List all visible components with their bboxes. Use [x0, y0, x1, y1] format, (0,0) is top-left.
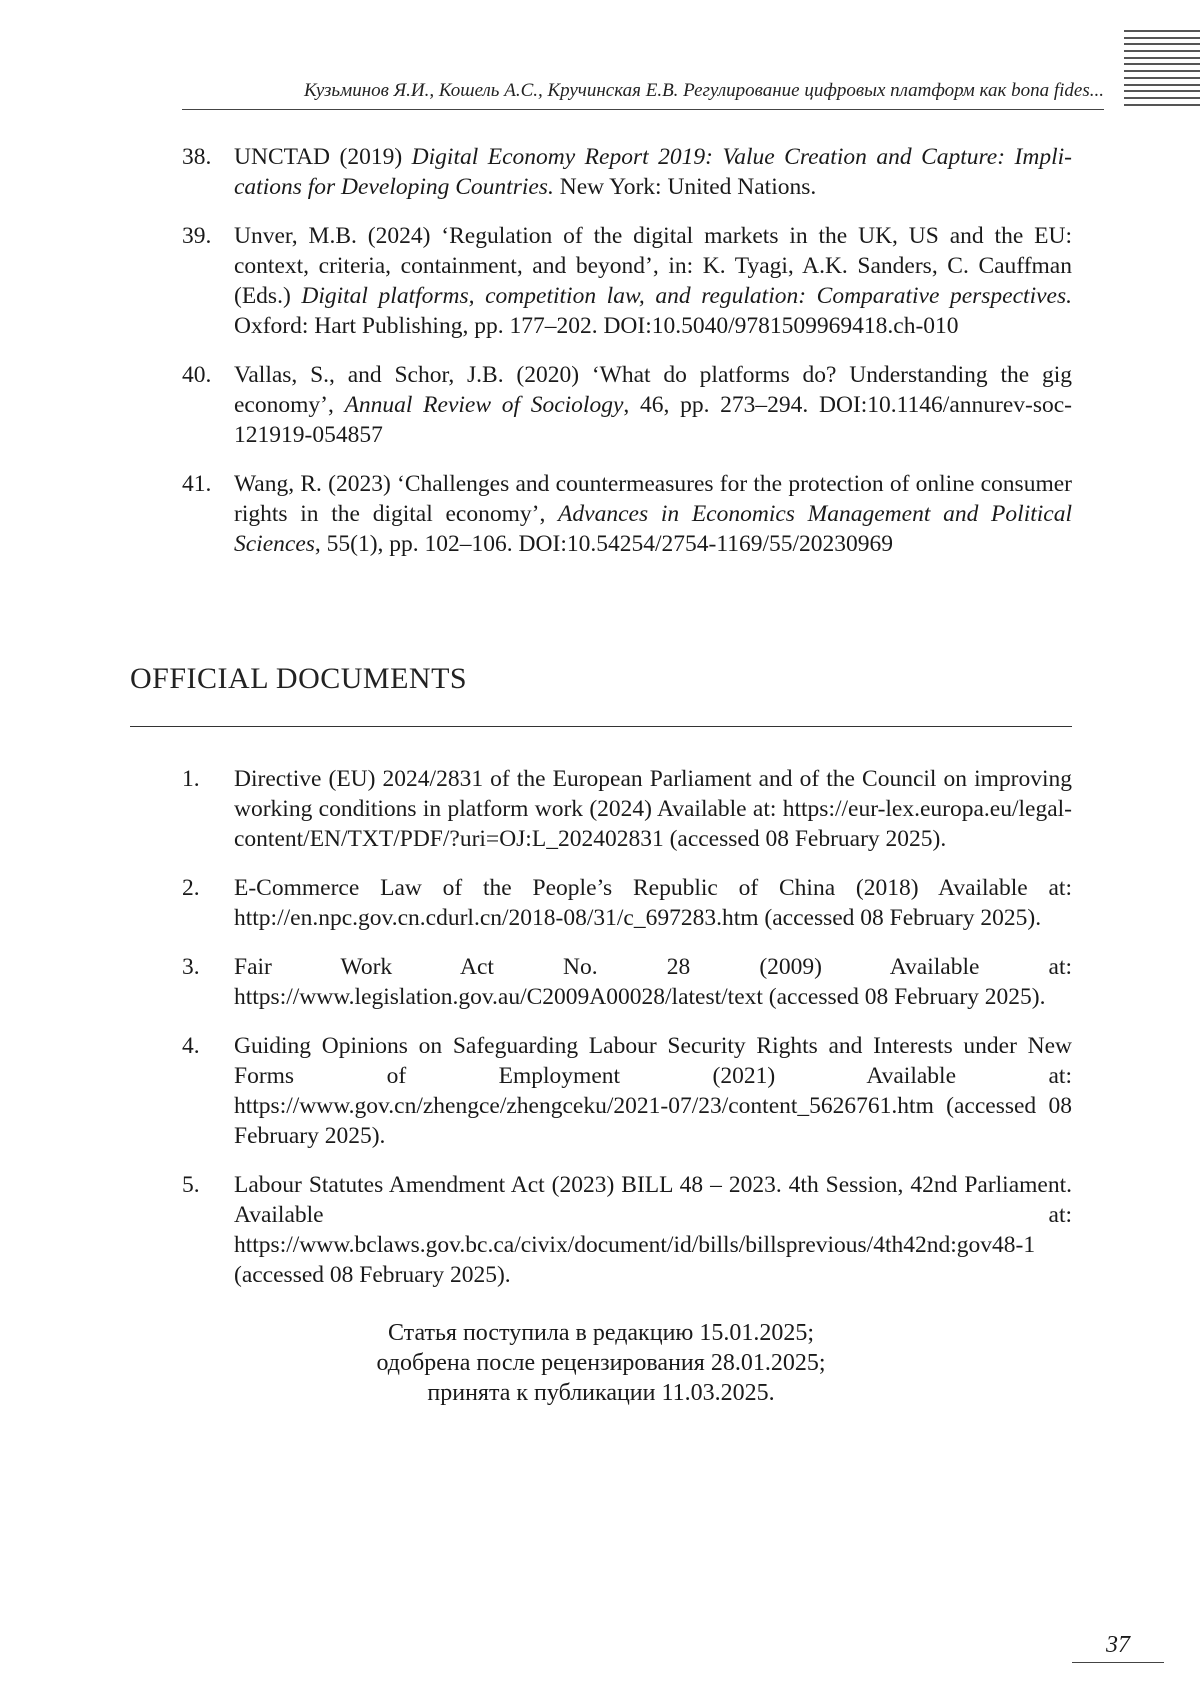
page-number-rule [1072, 1662, 1164, 1663]
running-head-rule [182, 109, 1104, 110]
reference-number: 38. [182, 144, 212, 170]
document-text: E-Commerce Law of the People’s Republic of China (2018) Available at: http://en.npc.gov.cn.cdurl.cn/2018-08/31/c_697283.htm (accessed 08 February 2025). [234, 875, 1072, 931]
reference-item [182, 142, 1072, 202]
reference-number: 41. [182, 471, 212, 497]
document-item [182, 873, 1072, 933]
page-number: 37 [1106, 1632, 1130, 1658]
reference-text: Wang, R. (2023) ‘Challenges and countermeasures for the protection of online consumer rights in the digital economy’, Advances in Economics Management and Political Sciences, 55(1), pp. 102–106. DOI:10.54254/2754-1169/55/20230969 [234, 471, 1072, 557]
document-item [182, 764, 1072, 854]
section-title-official-documents: OFFICIAL DOCUMENTS [130, 662, 468, 695]
reference-text: Vallas, S., and Schor, J.B. (2020) ‘What do platforms do? Understanding the gig economy’, Annual Review of Sociology, 46, pp. 273–294. DOI:10.1146/annurev-soc-121919-054857 [234, 362, 1072, 448]
document-item [182, 952, 1072, 1012]
reference-number: 40. [182, 362, 212, 388]
approved-line: одобрена после рецензирования 28.01.2025; [376, 1350, 826, 1376]
reference-text: UNCTAD (2019) Digital Economy Report 2019: Value Creation and Capture: Implications for Developing Countries. New York: United Nations. [234, 144, 1072, 200]
document-number: 2. [182, 875, 200, 901]
document-text: Fair Work Act No. 28 (2009) Available at: https://www.legislation.gov.au/C2009A00028/latest/text (accessed 08 February 2025). [234, 954, 1072, 1010]
document-number: 5. [182, 1172, 200, 1198]
document-text: Guiding Opinions on Safeguarding Labour Security Rights and Interests under New Forms of Employment (2021) Available at: https://www.gov.cn/zhengce/zhengceku/2021-07/23/content_5626761.htm (accessed 08 February 2025). [234, 1033, 1072, 1149]
reference-number: 39. [182, 223, 212, 249]
document-text: Directive (EU) 2024/2831 of the European Parliament and of the Council on improving working conditions in platform work (2024) Available at: https://eur-lex.europa.eu/legal-content/EN/TXT/PDF/?uri=OJ:L_202402831 (accessed 08 February 2025). [234, 766, 1072, 852]
article-received-note [130, 1318, 1072, 1408]
official-documents-list [182, 764, 1072, 1309]
document-item [182, 1031, 1072, 1151]
document-item [182, 1170, 1072, 1290]
reference-item [182, 360, 1072, 450]
reference-item [182, 469, 1072, 559]
reference-item [182, 221, 1072, 341]
document-text: Labour Statutes Amendment Act (2023) BILL 48 – 2023. 4th Session, 42nd Parliament. Available at: https://www.bclaws.gov.bc.ca/civix/document/id/bills/billsprevious/4th42nd:gov48-1 (accessed 08 February 2025). [234, 1172, 1072, 1288]
document-number: 3. [182, 954, 200, 980]
received-line: Статья поступила в редакцию 15.01.2025; [387, 1320, 815, 1346]
accepted-line: принята к публикации 11.03.2025. [427, 1380, 775, 1406]
document-number: 4. [182, 1033, 200, 1059]
header-stripes-decoration [1124, 30, 1200, 110]
reference-list [182, 142, 1072, 578]
document-number: 1. [182, 766, 200, 792]
reference-text: Unver, M.B. (2024) ‘Regulation of the digital markets in the UK, US and the EU: context, criteria, containment, and beyond’, in: K. Tyagi, A.K. Sanders, C. Cauffman (Eds.) Digital platforms, competition law, and regulation: Comparative perspectives. Oxford: Hart Publishing, pp. 177–202. DOI:10.5040/9781509969418.ch-010 [234, 223, 1072, 339]
running-head: Кузьминов Я.И., Кошель А.С., Кручинская Е.В. Регулирование цифровых платформ как bona fides... [304, 80, 1104, 101]
section-rule [130, 726, 1072, 727]
